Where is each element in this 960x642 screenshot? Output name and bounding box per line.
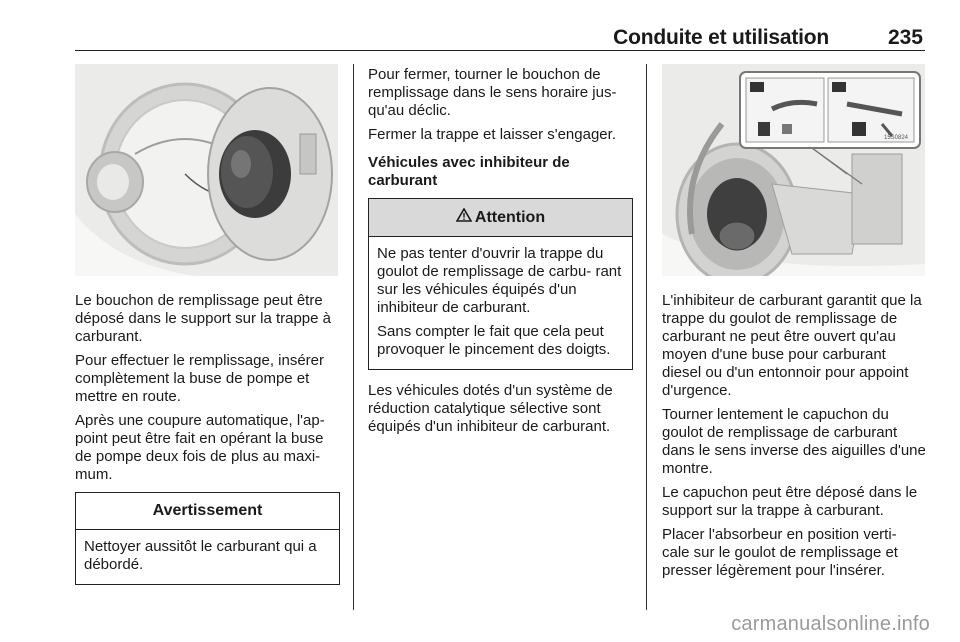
left-column: [75, 64, 340, 597]
attention-text: Ne pas tenter d'ouvrir la trappe du goulot de remplissage de carbu- rant sur les véhicules équipés d'un inhibiteur de carburant.: [377, 245, 622, 316]
watermark: carmanualsonline.info: [731, 613, 930, 635]
paragraph: Placer l'absorbeur en position verti- cale sur le goulot de remplissage et presser légèrement pour l'insérer.: [662, 526, 898, 579]
paragraph: Tourner lentement le capuchon du goulot de remplissage de carburant dans le sens inverse des aiguilles d'une montre.: [662, 406, 926, 477]
paragraph: Fermer la trappe et laisser s'engager.: [368, 126, 616, 143]
attention-heading: Attention: [474, 209, 546, 226]
warning-heading: Avertissement: [76, 493, 339, 530]
paragraph: Les véhicules dotés d'un système de réduction catalytique sélective sont équipés d'un inhibiteur de carburant.: [368, 382, 613, 435]
warning-text: Nettoyer aussitôt le carburant qui a débordé.: [84, 538, 317, 573]
paragraph: Pour effectuer le remplissage, insérer complètement la buse de pompe et mettre en route.: [75, 352, 325, 405]
column-divider-1: [353, 64, 354, 610]
warning-box: [75, 492, 340, 585]
paragraph: Pour fermer, tourner le bouchon de remplissage dans le sens horaire jus- qu'au déclic.: [368, 66, 617, 119]
attention-header: [369, 199, 632, 237]
paragraph: Le capuchon peut être déposé dans le support sur la trappe à carburant.: [662, 484, 918, 519]
page-header: [75, 18, 925, 51]
attention-box: [368, 198, 633, 370]
paragraph: L'inhibiteur de carburant garantit que la trappe du goulot de remplissage de carburant ne peut être ouvert qu'au moyen d'une buse pour carburant diesel ou d'un entonnoir pour appoint d'urgence.: [662, 292, 922, 399]
middle-column: [368, 66, 633, 442]
attention-text: Sans compter le fait que cela peut provoquer le pincement des doigts.: [377, 323, 611, 358]
section-subheading: Véhicules avec inhibiteur de carburant: [368, 154, 570, 189]
column-divider-2: [646, 64, 647, 610]
figure-code: 15S0824: [884, 135, 909, 141]
right-column: [662, 64, 927, 586]
paragraph: Le bouchon de remplissage peut être déposé dans le support sur la trappe à carburant.: [75, 292, 332, 345]
warning-triangle-icon: [456, 208, 472, 227]
misfuel-inhibitor-illustration-icon: [662, 64, 925, 276]
fuel-filler-cap-illustration-icon: [75, 64, 338, 276]
paragraph: Après une coupure automatique, l'ap- point peut être fait en opérant la buse de pompe deux fois de plus au maxi- mum.: [75, 412, 325, 483]
page-title: Conduite et utilisation: [613, 26, 829, 49]
page-number: 235: [887, 26, 923, 49]
